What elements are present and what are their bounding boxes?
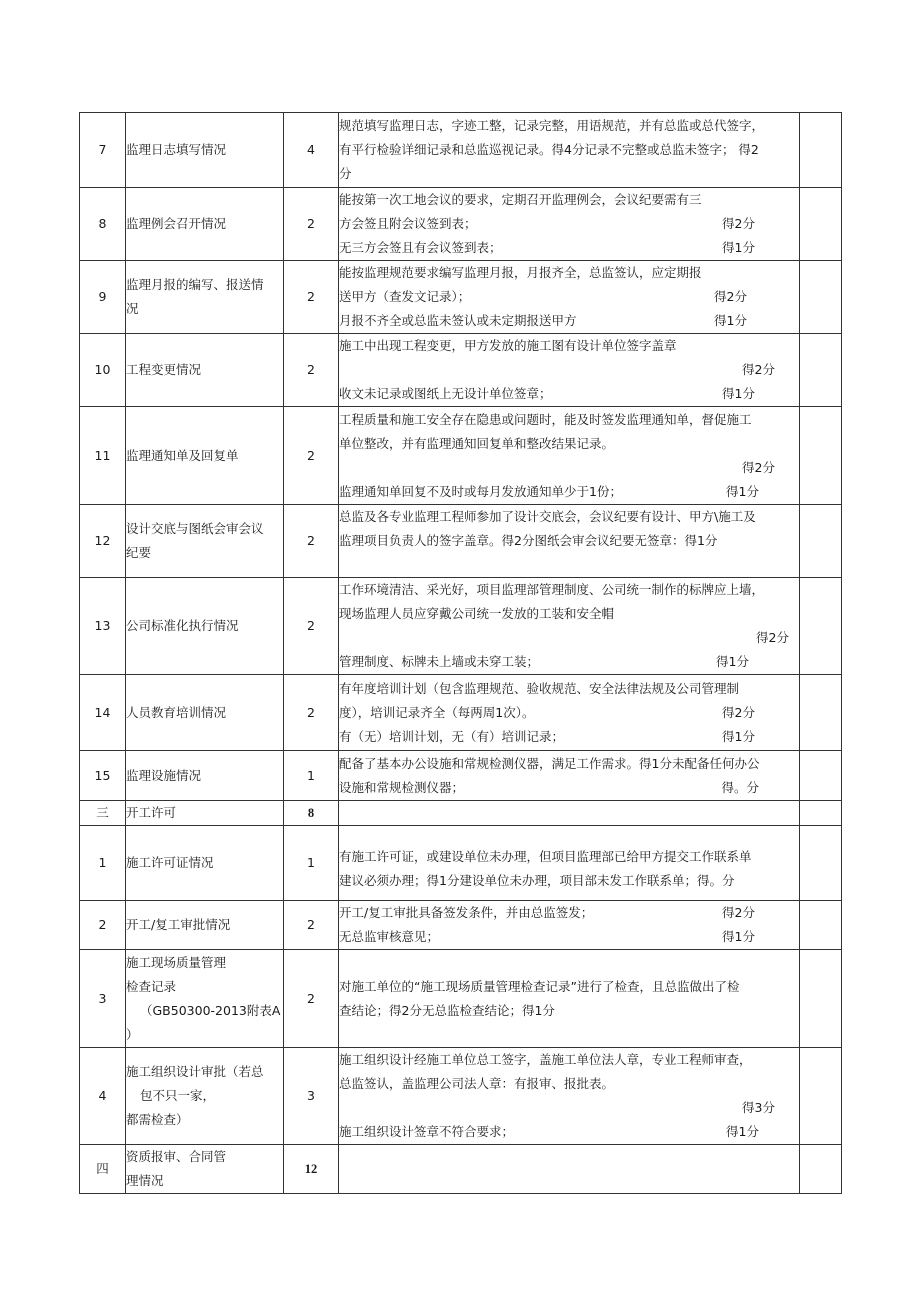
item-name-line: ） [126, 1026, 139, 1042]
criteria [339, 407, 800, 505]
criteria-text: 施工组织设计签章不符合要求； [339, 1124, 515, 1139]
section-title-line: 理情况 [126, 1173, 164, 1188]
criteria-text: 方会签且附会议签到表； [339, 216, 477, 231]
row-number: 4 [80, 1048, 126, 1145]
item-score: 2 [284, 578, 339, 675]
item-name: 监理设施情况 [126, 751, 284, 801]
criteria-line: 有年度培训计划（包含监理规范、验收规范、安全法律法规及公司管理制 [339, 680, 740, 696]
item-name: 监理例会召开情况 [126, 188, 284, 261]
criteria-line: 查结论；得2分无总监检查结论；得1分 [339, 1002, 555, 1018]
item-name [126, 1048, 284, 1145]
criteria-text: 无三方会签且有会议签到表； [339, 240, 502, 255]
criteria-line [339, 382, 799, 406]
row-number: 2 [80, 901, 126, 950]
criteria-points: 得2分 [722, 704, 755, 720]
item-name-line: 监理月报的编写、报送情 [126, 277, 264, 292]
table-row [80, 261, 842, 334]
criteria-line: 对施工单位的“施工现场质量管理检查记录”进行了检查，且总监做出了检 [339, 978, 740, 994]
item-score: 2 [284, 505, 339, 578]
row-number: 10 [80, 334, 126, 407]
item-score: 2 [284, 901, 339, 950]
criteria-points: 得1分 [726, 483, 759, 499]
remarks-cell [800, 675, 842, 751]
criteria-line: 能按监理规范要求编写监理月报，月报齐全，总监签认，应定期报 [339, 265, 702, 280]
criteria [339, 801, 800, 826]
criteria-text: 送甲方（查发文记录）； [339, 289, 471, 304]
criteria-line: 监理项目负责人的签字盖章。得2分图纸会审会议纪要无签章：得1分 [339, 533, 718, 548]
item-score: 1 [284, 826, 339, 901]
item-name-line: 包不只一家， [140, 1088, 216, 1103]
criteria-line: 总监及各专业监理工程师参加了设计交底会，会议纪要有设计、甲方\施工及 [339, 509, 756, 524]
table-row [80, 578, 842, 675]
remarks-cell [800, 1048, 842, 1145]
criteria-line [339, 285, 799, 309]
row-number: 9 [80, 261, 126, 334]
item-name: 开工/复工审批情况 [126, 901, 284, 950]
item-score: 2 [284, 334, 339, 407]
criteria [339, 113, 800, 188]
section-number: 四 [80, 1145, 126, 1194]
criteria-points: 得1分 [722, 929, 755, 944]
criteria-points: 得1分 [716, 654, 749, 669]
item-score: 2 [284, 675, 339, 751]
criteria [339, 261, 800, 334]
criteria-line [339, 480, 799, 504]
item-name-line: 施工现场质量管理 [126, 954, 227, 970]
criteria-line: 建议必须办理；得1分建设单位未办理，项目部未发工作联系单；得。分 [339, 873, 735, 888]
row-number: 11 [80, 407, 126, 505]
criteria-text: 设施和常规检测仪器； [339, 779, 465, 795]
evaluation-table [79, 112, 842, 1194]
item-name: 公司标准化执行情况 [126, 578, 284, 675]
remarks-cell [800, 407, 842, 505]
table-row [80, 505, 842, 578]
row-number: 15 [80, 751, 126, 801]
row-number: 12 [80, 505, 126, 578]
criteria-line: 工程质量和施工安全存在隐患或问题时，能及时签发监理通知单，督促施工 [339, 411, 752, 427]
criteria-line [339, 1120, 799, 1144]
criteria [339, 675, 800, 751]
criteria-line [339, 212, 799, 236]
criteria-line: 单位整改，并有监理通知回复单和整改结果记录。 [339, 435, 615, 451]
criteria-text: 度），培训记录齐全（每两周1次）。 [339, 704, 535, 720]
criteria-line: 得2分 [742, 459, 775, 475]
section-number: 三 [80, 801, 126, 826]
criteria-line: 得3分 [742, 1100, 775, 1115]
item-score: 2 [284, 407, 339, 505]
remarks-cell [800, 901, 842, 950]
row-number: 3 [80, 950, 126, 1048]
criteria-points: 得1分 [722, 386, 755, 401]
item-name-line: 况 [126, 301, 139, 316]
item-name-line: （GB50300-2013附表A [140, 1002, 281, 1018]
row-number: 8 [80, 188, 126, 261]
remarks-cell [800, 505, 842, 578]
criteria-points: 得2分 [714, 289, 747, 304]
item-name: 人员教育培训情况 [126, 675, 284, 751]
remarks-cell [800, 113, 842, 188]
item-score: 1 [284, 751, 339, 801]
criteria [339, 950, 800, 1048]
criteria-line [339, 650, 799, 674]
criteria-points: 得2分 [722, 905, 755, 920]
criteria [339, 188, 800, 261]
remarks-cell [800, 261, 842, 334]
criteria-line [339, 925, 799, 949]
criteria [339, 1145, 800, 1194]
criteria-text: 有（无）培训计划，无（有）培训记录； [339, 728, 565, 744]
criteria [339, 578, 800, 675]
criteria-line: 施工组织设计经施工单位总工签字，盖施工单位法人章，专业工程师审查， [339, 1052, 752, 1067]
criteria [339, 334, 800, 407]
item-name-line: 纪要 [126, 545, 152, 560]
criteria-line: 规范填写监理日志，字迹工整，记录完整，用语规范，并有总监或总代签字， [339, 118, 765, 133]
criteria-line: 现场监理人员应穿戴公司统一发放的工装和安全帽 [339, 606, 615, 621]
table-row [80, 334, 842, 407]
item-score: 2 [284, 950, 339, 1048]
table-row [80, 188, 842, 261]
remarks-cell [800, 188, 842, 261]
remarks-cell [800, 801, 842, 826]
table-row [80, 1048, 842, 1145]
row-number: 1 [80, 826, 126, 901]
criteria-line: 有平行检验详细记录和总监巡视记录。得4分记录不完整或总监未签字； 得2 [339, 142, 759, 157]
criteria-text: 监理通知单回复不及时或每月发放通知单少于1份； [339, 483, 622, 499]
row-number: 14 [80, 675, 126, 751]
section-title [126, 1145, 284, 1194]
criteria-line: 分 [339, 166, 352, 181]
section-score: 12 [284, 1145, 339, 1194]
table-row [80, 826, 842, 901]
section-row [80, 801, 842, 826]
item-score: 2 [284, 261, 339, 334]
table-row [80, 901, 842, 950]
criteria-line [339, 701, 799, 725]
criteria-line: 能按第一次工地会议的要求，定期召开监理例会，会议纪要需有三 [339, 192, 702, 207]
criteria-line [339, 776, 799, 800]
criteria-line [339, 236, 799, 260]
item-name [126, 950, 284, 1048]
criteria-points: 得1分 [722, 240, 755, 255]
item-name-line: 检查记录 [126, 978, 177, 994]
criteria [339, 751, 800, 801]
criteria [339, 1048, 800, 1145]
criteria-line [339, 725, 799, 749]
criteria-points: 得2分 [722, 216, 755, 231]
item-score: 3 [284, 1048, 339, 1145]
criteria-line: 得2分 [742, 362, 775, 377]
criteria-points: 得。分 [721, 779, 759, 795]
criteria-text: 开工/复工审批具备签发条件，并由总监签发； [339, 905, 594, 920]
criteria [339, 505, 800, 578]
criteria-points: 得1分 [714, 313, 747, 328]
remarks-cell [800, 578, 842, 675]
section-title-line: 资质报审、合同管 [126, 1149, 227, 1164]
table-row [80, 113, 842, 188]
criteria [339, 901, 800, 950]
criteria-line: 配备了基本办公设施和常规检测仪器，满足工作需求。得1分未配备任何办公 [339, 755, 760, 771]
criteria-line: 工作环境清洁、采光好，项目监理部管理制度、公司统一制作的标牌应上墙， [339, 582, 765, 597]
criteria-line [339, 901, 799, 925]
row-number: 13 [80, 578, 126, 675]
table-row [80, 407, 842, 505]
criteria-text: 管理制度、标牌未上墙或未穿工装； [339, 654, 540, 669]
criteria-text: 无总监审核意见； [339, 929, 440, 944]
remarks-cell [800, 1145, 842, 1194]
item-name-line: 施工组织设计审批（若总 [126, 1064, 264, 1079]
item-name: 监理通知单及回复单 [126, 407, 284, 505]
item-name: 施工许可证情况 [126, 826, 284, 901]
criteria-line [339, 553, 799, 577]
criteria-line: 有施工许可证，或建设单位未办理，但项目监理部已给甲方提交工作联系单 [339, 849, 752, 864]
table-row [80, 751, 842, 801]
table-row [80, 675, 842, 751]
criteria-text: 收文未记录或图纸上无设计单位签章； [339, 386, 552, 401]
item-name [126, 505, 284, 578]
item-name-line: 设计交底与图纸会审会议 [126, 521, 264, 536]
criteria-points: 得1分 [726, 1124, 759, 1139]
section-title: 开工许可 [126, 801, 284, 826]
section-score: 8 [284, 801, 339, 826]
criteria-line [339, 309, 799, 333]
criteria [339, 826, 800, 901]
item-name [126, 261, 284, 334]
remarks-cell [800, 334, 842, 407]
item-name-line: 都需检查） [126, 1112, 189, 1127]
remarks-cell [800, 826, 842, 901]
criteria-line: 得2分 [756, 630, 789, 645]
row-number: 7 [80, 113, 126, 188]
criteria-points: 得1分 [722, 728, 755, 744]
table-row [80, 950, 842, 1048]
item-score: 2 [284, 188, 339, 261]
criteria-line: 施工中出现工程变更，甲方发放的施工图有设计单位签字盖章 [339, 338, 677, 353]
item-name: 工程变更情况 [126, 334, 284, 407]
remarks-cell [800, 751, 842, 801]
remarks-cell [800, 950, 842, 1048]
item-score: 4 [284, 113, 339, 188]
item-name: 监理日志填写情况 [126, 113, 284, 188]
section-row [80, 1145, 842, 1194]
criteria-line: 总监签认，盖监理公司法人章：有报审、报批表。 [339, 1076, 615, 1091]
criteria-text: 月报不齐全或总监未签认或未定期报送甲方 [339, 313, 577, 328]
